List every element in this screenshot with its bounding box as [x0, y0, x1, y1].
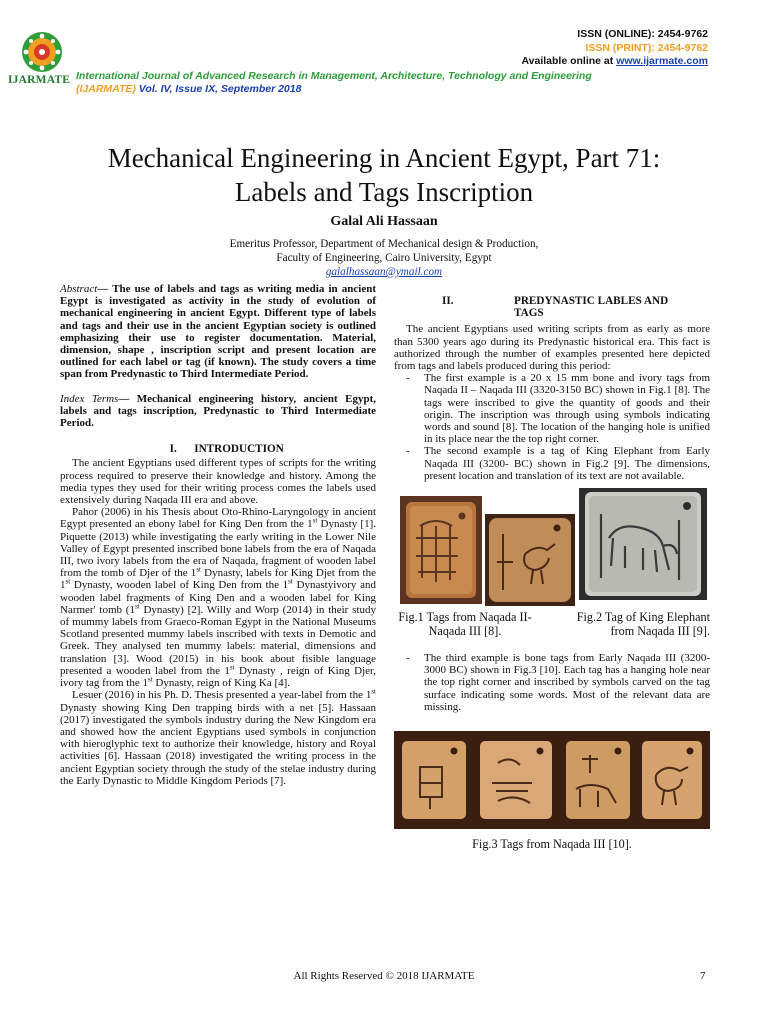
section-heading-introduction: [60, 443, 376, 455]
journal-abbr: (IJARMATE): [76, 83, 136, 95]
issn-online: ISSN (ONLINE): 2454-9762: [577, 28, 708, 40]
superscript: st: [196, 565, 201, 574]
flower-logo-icon: [16, 30, 68, 74]
left-column: [60, 283, 376, 787]
caption-line: Naqada III [8].: [428, 624, 502, 639]
title-line: TAGS: [514, 307, 544, 320]
journal-issue: Vol. IV, Issue IX, September 2018: [135, 83, 302, 95]
title-line-2: Labels and Tags Inscription: [234, 177, 534, 207]
abstract-text: — The use of labels and tags as writing media in ancient Egypt is investigated as activity in the study of evolution of mechanical engineering in ancient Egypt. Different type of labels and tags and their use in the ancient Egyptian society is outlined emphasizing their use to register documentation. Material, dimension, shape , inscription script and present location are outlined for each label or tag (if known). The study covers a time span from Predynastic to Third Intermediate Period.: [60, 283, 376, 381]
page-number: 7: [700, 970, 706, 982]
fig3-caption: Fig.3 Tags from Naqada III [10].: [472, 837, 632, 852]
intro-paragraph-2: [60, 506, 376, 689]
text-run: Dynastyivory and wooden label fragments of King Den and a wooden label for King Narmer' tomb (1: [60, 579, 377, 616]
author-email-link[interactable]: galalhassaan@ymail.com: [325, 266, 443, 278]
bullet-dash: -: [406, 372, 410, 385]
text-run: Pahor (2006) in his Thesis about Oto-Rhino-Laryngology in ancient Egypt presented an ebony label for King Den from the 1: [60, 506, 376, 531]
journal-website-link[interactable]: www.ijarmate.com: [616, 55, 708, 67]
index-terms-label: Index Terms: [60, 392, 119, 405]
bullet-text: The second example is a tag of King Elephant from Early Naqada III (3200- BC) shown in Fig.2 [9]. The dimensions, present location and translation of its text are not available.: [424, 445, 710, 482]
figure-captions-1-2: [394, 610, 710, 638]
superscript: st: [371, 687, 376, 696]
journal-issue-line: [76, 83, 592, 96]
bullet-dash: -: [406, 445, 410, 458]
title-line: PREDYNASTIC LABLES AND: [514, 295, 669, 307]
affiliation-line-2: Faculty of Engineering, Cairo University, Egypt: [276, 252, 492, 264]
bullet-dash: -: [406, 652, 410, 665]
paper-title: [30, 141, 738, 209]
text-run: Dynasty, reign of King Ka [4].: [152, 677, 291, 690]
journal-name: International Journal of Advanced Research in Management, Architecture, Technology and Engineering: [76, 70, 592, 82]
bullet-text: The first example is a 20 x 15 mm bone and ivory tags from Naqada II – Naqada III (3320-3150 BC) shown in Fig.1 [8]. The tags were inscribed to give the quantity of goods and their origin. The inscription was through using symbols indicating words and sound [8]. The location of the hanging hole is unified in its place near the the top right corner.: [424, 372, 710, 446]
section-heading-predynastic: [394, 295, 710, 319]
superscript: st: [147, 675, 153, 684]
intro-paragraph-1: The ancient Egyptians used different types of scripts for the writing process required to preserve their knowledge and history. Among the media types they used for their writing process comes the labels used extensively during Naqada III era and above.: [60, 457, 376, 507]
author-name: Galal Ali Hassaan: [330, 214, 438, 229]
availability-line: [521, 55, 708, 69]
caption-line: Fig.2 Tag of King Elephant: [576, 610, 710, 625]
section-number: II.: [442, 295, 454, 307]
fig2-tag-image: [579, 488, 707, 600]
superscript: st: [288, 577, 293, 586]
intro-paragraph-3: [60, 689, 376, 787]
text-run: Dynasty , reign of King Djer, ivory tag from the 1: [60, 664, 376, 690]
text-run: Dynasty, wooden label of King Den from the 1: [70, 579, 289, 592]
logo-wordmark: IJARMATE: [8, 74, 71, 86]
text-run: Dynasty [1]. Piquette (2013) while investigating the early writing in the Lower Nile Valley of Egypt presented inscribed bone labels from the era of Naqada III, two ivory labels from the era of Naqada, fragment of wooden label from the tomb of Djer of the 1: [60, 518, 376, 580]
text-run: Lesuer (2016) in his Ph. D. Thesis presented a year-label from the 1: [72, 689, 372, 702]
bullet-text: The third example is bone tags from Early Naqada III (3200-3000 BC) shown in Fig.3 [10]. Each tag has a hanging hole near the top right corner and inscribed by symbols carved on the tag surface indicating some words. Most of the relevant data are missing.: [424, 652, 710, 713]
right-column: [394, 295, 710, 851]
affiliation-line-1: Emeritus Professor, Department of Mechanical design & Production,: [229, 238, 539, 250]
superscript: st: [65, 577, 71, 586]
abstract: [60, 283, 376, 381]
issn-block: [521, 28, 708, 69]
caption-line: from Naqada III [9].: [610, 624, 710, 639]
author-affiliation: [30, 237, 738, 279]
index-terms: [60, 393, 376, 430]
list-item: [394, 445, 710, 482]
footer-rights: All Rights Reserved © 2018 IJARMATE: [293, 970, 475, 982]
list-item: [394, 652, 710, 713]
abstract-label: Abstract: [60, 283, 98, 295]
available-label: Available online at: [521, 55, 617, 67]
text-run: Dynasty, labels for King Djet from the 1: [60, 567, 376, 592]
section-title: INTRODUCTION: [194, 443, 284, 456]
section-title: [500, 295, 668, 319]
list-item: [394, 372, 710, 445]
section-number: I.: [169, 443, 177, 456]
superscript: st: [229, 663, 235, 672]
journal-logo: [8, 30, 74, 88]
text-run: Dynasty showing King Den trapping birds with a net [5]. Hassaan (2017) investigated the symbols industry during the New Kingdom era and showed how the ancient Egyptians used symbols in conjunction with hieroglyphic text to authorize their knowledge, history and Royal activities [6]. Hassaan (2018) investigated the writing process in the ancient Egyptian society through the study of the stelae industry during the Early Dynastic to Middle Kingdom Periods [7].: [60, 701, 376, 787]
caption-line: Fig.1 Tags from Naqada II-: [398, 610, 532, 625]
fig1-caption: [390, 610, 540, 638]
fig3-tags-image: [394, 731, 710, 829]
title-line-1: Mechanical Engineering in Ancient Egypt, Part 71:: [107, 143, 661, 173]
issn-print: ISSN (PRINT): 2454-9762: [585, 41, 708, 54]
figure-row-1-2: [400, 496, 710, 606]
superscript: st: [312, 516, 318, 525]
fig2-caption: [540, 610, 710, 638]
text-run: Dynasty) [2]. Willy and Worp (2014) in their study of mummy labels from Graeco-Roman Egypt in the National Museums Scotland presented mummy labels inscribed with texts in Demotic and Greek. They analysed ten mummy labels: material, dimensions and translation [3]. Wood (2015) in his book about fisible language presented a wooden label from the 1: [60, 603, 376, 677]
superscript: st: [134, 602, 140, 611]
journal-banner: [76, 70, 592, 96]
predynastic-intro: The ancient Egyptians used writing scripts from as early as more than 5300 years ago during its Predynastic historical era. This fact is authorized through the number of examples presented here depicted from tags and labels produced during this period:: [394, 323, 710, 373]
index-terms-text: — Mechanical engineering history, ancient Egypt, labels and tags inscription, Predynastic to Third Intermediate Period.: [60, 392, 376, 430]
fig1-tag-image-b: [485, 514, 575, 606]
fig1-tag-image-a: [400, 496, 482, 604]
